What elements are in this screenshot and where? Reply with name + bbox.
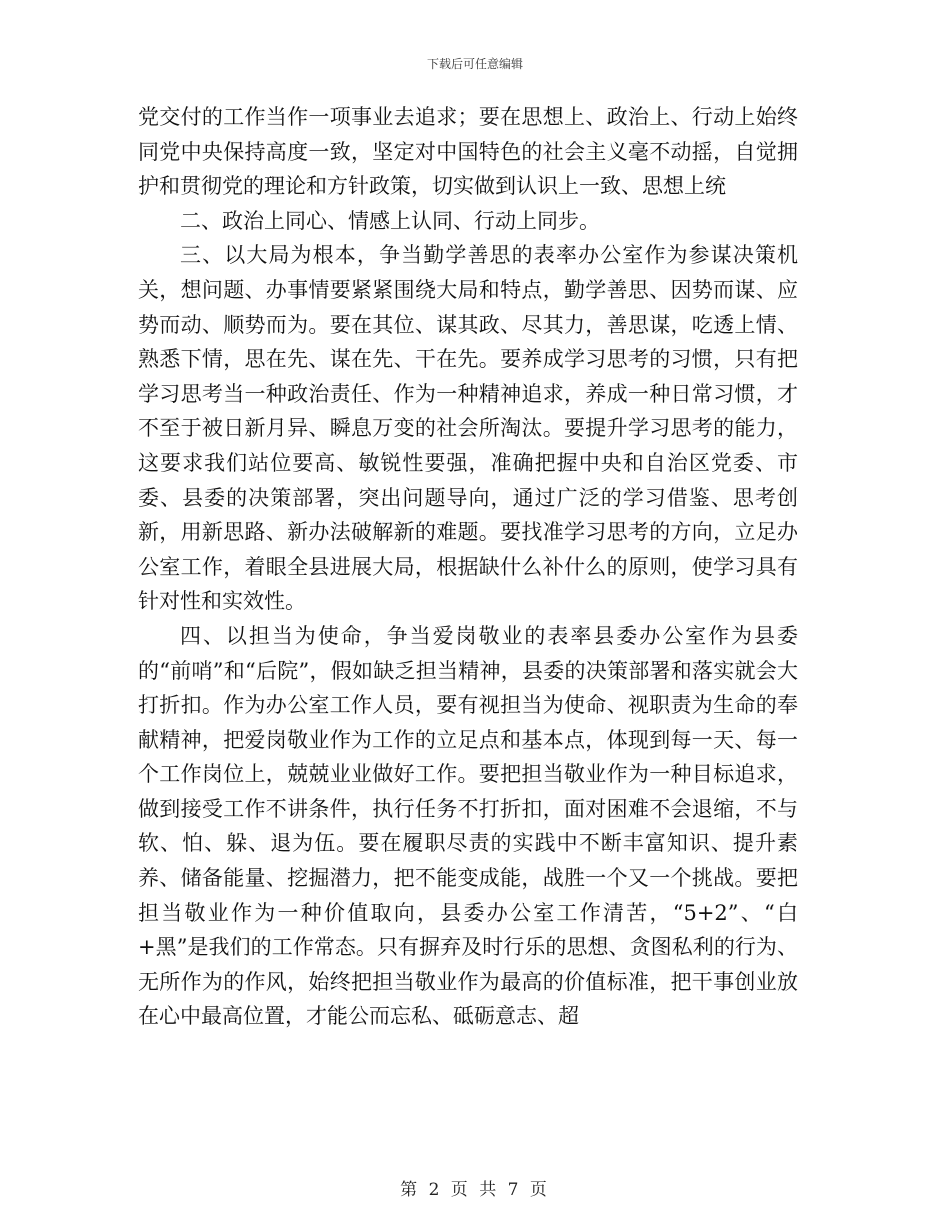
page-header: 下载后可任意编辑 [426, 57, 523, 71]
document-body [138, 100, 798, 1034]
paragraph-section-four: 四、以担当为使命，争当爱岗敬业的表率县委办公室作为县委的“前哨”和“后院”，假如缺乏担当精神，县委的决策部署和落实就会大打折扣。作为办公室工作人员，要有视担当为使命、视职责为生命的奉献精神，把爱岗敬业作为工作的立足点和基本点，体现到每一天、每一个工作岗位上，兢兢业业做好工作。要把担当敬业作为一种目标追求，做到接受工作不讲条件，执行任务不打折扣，面对困难不会退缩，不与软、怕、躲、退为伍。要在履职尽责的实践中不断丰富知识、提升素养、储备能量、挖掘潜力，把不能变成能，战胜一个又一个挑战。要把担当敬业作为一种价值取向，县委办公室工作清苦，“5+2”、“白+黑”是我们的工作常态。只有摒弃及时行乐的思想、贪图私利的行为、无所作为的作风，始终把担当敬业作为最高的价值标准，把干事创业放在心中最高位置，才能公而忘私、砥砺意志、超 [138, 623, 798, 1029]
page-number-footer: 第 2 页 共 7 页 [400, 1180, 550, 1200]
paragraph-continuation: 党交付的工作当作一项事业去追求；要在思想上、政治上、行动上始终同党中央保持高度一致，坚定对中国特色的社会主义毫不动摇，自觉拥护和贯彻党的理论和方针政策，切实做到认识上一致、思想上统 [138, 105, 798, 199]
paragraph-section-two: 二、政治上同心、情感上认同、行动上同步。 [180, 208, 600, 233]
paragraph-section-three: 三、以大局为根本，争当勤学善思的表率办公室作为参谋决策机关，想问题、办事情要紧紧围绕大局和特点，勤学善思、因势而谋、应势而动、顺势而为。要在其位、谋其政、尽其力，善思谋，吃透上情、熟悉下情，思在先、谋在先、干在先。要养成学习思考的习惯，只有把学习思考当一种政治责任、作为一种精神追求，养成一种日常习惯，才不至于被日新月异、瞬息万变的社会所淘汰。要提升学习思考的能力，这要求我们站位要高、敏锐性要强，准确把握中央和自治区党委、市委、县委的决策部署，突出问题导向，通过广泛的学习借鉴、思考创新，用新思路、新办法破解新的难题。要找准学习思考的方向，立足办公室工作，着眼全县进展大局，根据缺什么补什么的原则，使学习具有针对性和实效性。 [138, 243, 798, 614]
